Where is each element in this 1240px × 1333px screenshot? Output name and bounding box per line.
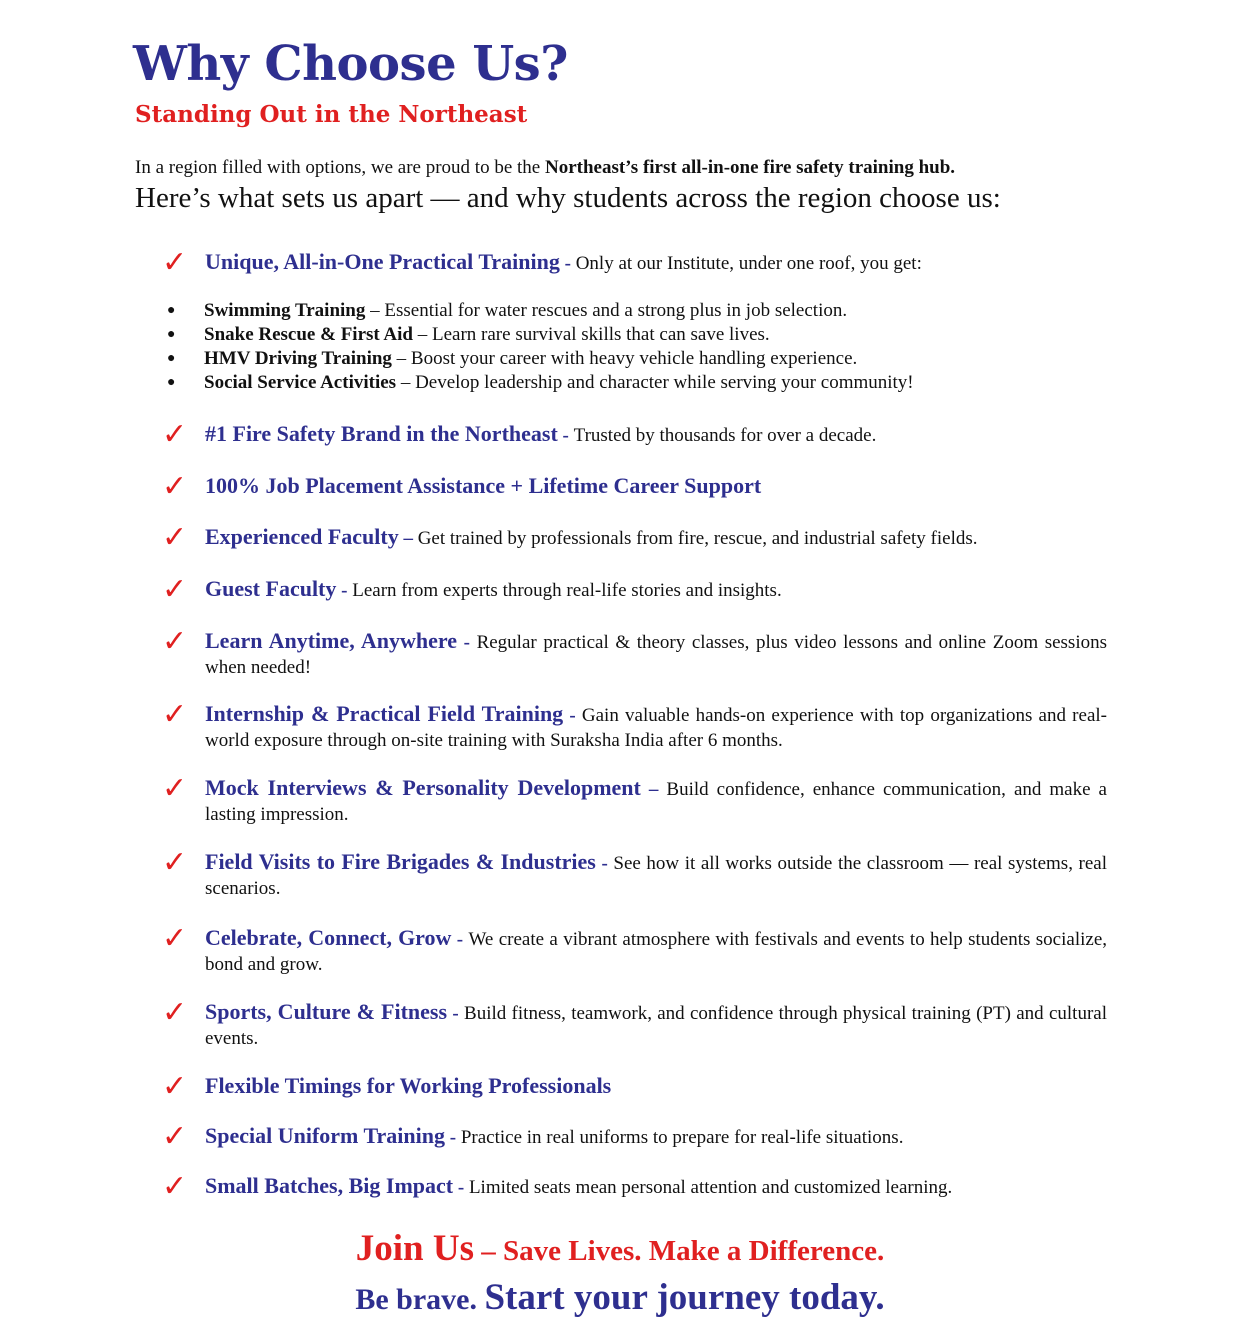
feature-separator: - <box>457 632 477 653</box>
feature-title: Celebrate, Connect, Grow <box>205 925 452 950</box>
bullet-text: – Develop leadership and character while serving your community! <box>396 372 914 393</box>
feature-text: Build confidence, enhance communication, and make a lasting impression. <box>205 779 1107 825</box>
feature-title: #1 Fire Safety Brand in the Northeast <box>205 421 558 446</box>
feature-title: Special Uniform Training <box>205 1123 445 1148</box>
feature-title: Guest Faculty <box>205 576 337 601</box>
feature-separator: - <box>559 253 576 274</box>
feature-item <box>162 469 1107 504</box>
feature-title: Sports, Culture & Fitness <box>205 999 448 1024</box>
list-item <box>165 371 1065 395</box>
feature-text: We create a vibrant atmosphere with festivals and events to help students socialize, bond and grow. <box>205 929 1107 975</box>
feature-separator: - <box>451 929 469 950</box>
feature-separator: - <box>447 1003 465 1024</box>
bullet-icon: ● <box>167 375 176 390</box>
bullet-title: Social Service Activities <box>204 372 397 393</box>
feature-item <box>162 921 1107 977</box>
join-tagline: – Save Lives. Make a Difference. <box>474 1235 885 1267</box>
checkmark-icon: ✓ <box>162 417 188 452</box>
feature-separator: - <box>444 1127 461 1148</box>
bullet-title: Snake Rescue & First Aid <box>204 324 413 345</box>
list-item <box>165 323 1065 347</box>
feature-title: Internship & Practical Field Training <box>205 701 564 726</box>
checkmark-icon: ✓ <box>162 572 188 607</box>
bullet-text: – Essential for water rescues and a strong plus in job selection. <box>365 300 848 321</box>
checkmark-icon: ✓ <box>162 771 188 806</box>
feature-separator: – <box>640 779 667 800</box>
feature-item <box>162 1119 1107 1154</box>
feature-text: Gain valuable hands-on experience with top organizations and real-world exposure through on-site training with Suraksha India after 6 months. <box>205 705 1107 751</box>
feature-title: Flexible Timings for Working Professionals <box>205 1073 612 1098</box>
join-us-text: Join Us <box>355 1228 474 1269</box>
checkmark-icon: ✓ <box>162 845 188 880</box>
feature-separator: - <box>336 580 353 601</box>
feature-separator: - <box>595 853 614 874</box>
list-item <box>165 299 1065 323</box>
bullet-icon: ● <box>167 351 176 366</box>
bullet-text: – Boost your career with heavy vehicle handling experience. <box>391 348 858 369</box>
feature-item <box>162 995 1107 1051</box>
feature-text: Limited seats mean personal attention and customized learning. <box>468 1177 953 1198</box>
feature-text: Practice in real uniforms to prepare for real-life situations. <box>460 1127 904 1148</box>
checkmark-icon: ✓ <box>162 624 188 659</box>
feature-separator: – <box>398 528 418 549</box>
feature-separator: - <box>557 425 574 446</box>
feature-title: Learn Anytime, Anywhere <box>205 628 458 653</box>
feature-item <box>162 417 1107 452</box>
checkmark-icon: ✓ <box>162 1169 188 1204</box>
checkmark-icon: ✓ <box>162 921 188 956</box>
page-title: Why Choose Us? <box>133 36 568 92</box>
intro-prefix: In a region filled with options, we are proud to be the <box>135 157 545 178</box>
feature-item <box>162 697 1107 753</box>
checkmark-icon: ✓ <box>162 697 188 732</box>
feature-title: Field Visits to Fire Brigades & Industries <box>205 849 596 874</box>
intro-line-1 <box>135 155 955 181</box>
feature-title: Mock Interviews & Personality Development <box>205 775 641 800</box>
list-item <box>165 347 1065 371</box>
checkmark-icon: ✓ <box>162 469 188 504</box>
feature-title: 100% Job Placement Assistance + Lifetime Career Support <box>205 473 762 498</box>
checkmark-icon: ✓ <box>162 995 188 1030</box>
feature-item <box>162 572 1107 607</box>
feature-item <box>162 845 1107 901</box>
feature-title: Small Batches, Big Impact <box>205 1173 454 1198</box>
page-subtitle: Standing Out in the Northeast <box>135 101 528 128</box>
checkmark-icon: ✓ <box>162 245 188 280</box>
feature-item <box>162 771 1107 827</box>
intro-highlight: Northeast’s first all-in-one fire safety training hub. <box>544 157 956 178</box>
feature-item <box>162 520 1107 555</box>
feature-separator: - <box>453 1177 469 1198</box>
bullet-text: – Learn rare survival skills that can save lives. <box>413 324 770 345</box>
call-to-action-start <box>0 1272 1240 1331</box>
start-journey-text: Start your journey today. <box>484 1277 885 1318</box>
feature-text: Only at our Institute, under one roof, you get: <box>575 253 922 274</box>
feature-title: Experienced Faculty <box>205 524 399 549</box>
feature-title: Unique, All-in-One Practical Training <box>205 249 560 274</box>
feature-text: Build fitness, teamwork, and confidence through physical training (PT) and cultural events. <box>205 1003 1107 1049</box>
bullet-icon: ● <box>167 327 176 342</box>
training-bullet-list <box>165 299 1065 395</box>
bullet-title: HMV Driving Training <box>204 348 392 369</box>
bullet-icon: ● <box>167 303 176 318</box>
feature-text: See how it all works outside the classroom — real systems, real scenarios. <box>205 853 1107 899</box>
intro-line-2: Here’s what sets us apart — and why students across the region choose us: <box>135 182 1001 214</box>
feature-text: Learn from experts through real-life stories and insights. <box>352 580 782 601</box>
feature-text: Regular practical & theory classes, plus video lessons and online Zoom sessions when needed! <box>205 632 1108 678</box>
checkmark-icon: ✓ <box>162 1119 188 1154</box>
be-brave-text: Be brave. <box>355 1283 485 1316</box>
feature-text: Trusted by thousands for over a decade. <box>573 425 877 446</box>
feature-item <box>162 245 1107 280</box>
feature-separator: - <box>563 705 582 726</box>
bullet-title: Swimming Training <box>204 300 366 321</box>
checkmark-icon: ✓ <box>162 1069 188 1104</box>
feature-item <box>162 1069 1107 1104</box>
feature-item <box>162 624 1108 680</box>
checkmark-icon: ✓ <box>162 520 188 555</box>
feature-item <box>162 1169 1107 1204</box>
feature-text: Get trained by professionals from fire, rescue, and industrial safety fields. <box>417 528 978 549</box>
